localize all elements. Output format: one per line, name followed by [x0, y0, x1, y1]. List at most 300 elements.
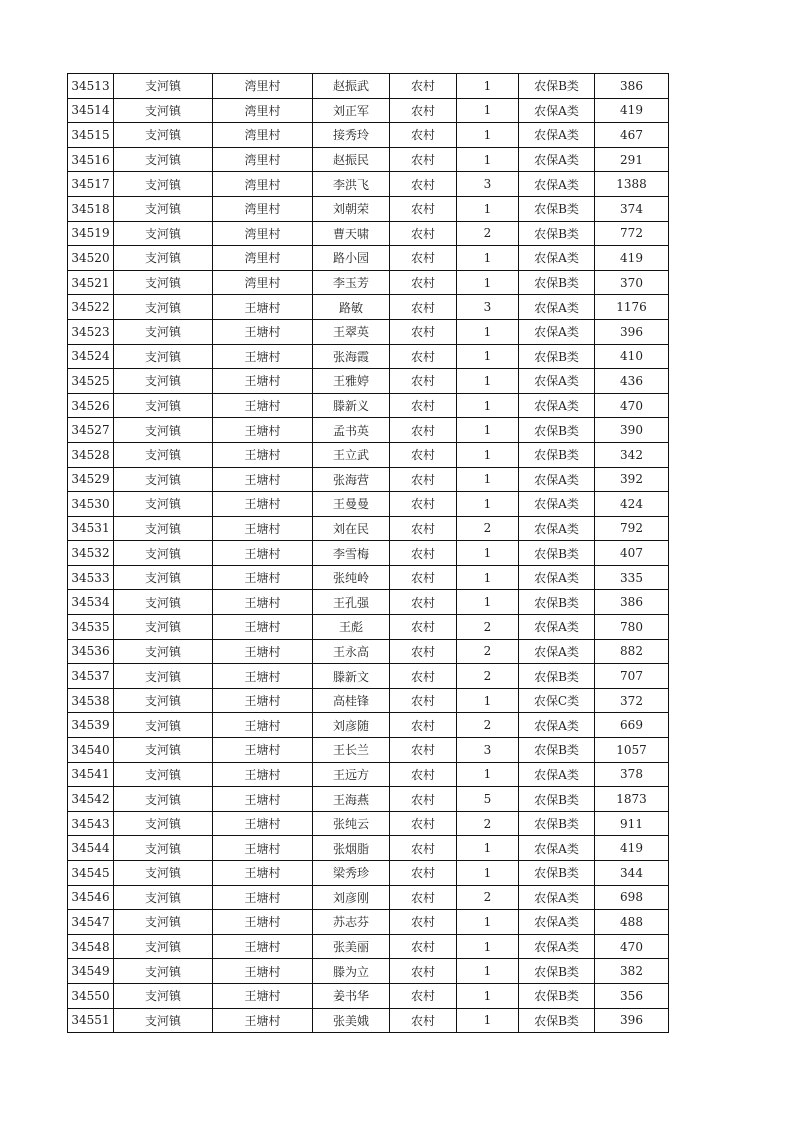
table-row: [68, 590, 669, 615]
town-cell: 支河镇: [114, 369, 213, 394]
type-cell: 农村: [390, 172, 457, 197]
name-cell: 刘在民: [313, 516, 390, 541]
village-cell: 王塘村: [213, 836, 313, 861]
category-cell: 农保A类: [519, 246, 595, 271]
town-cell: 支河镇: [114, 664, 213, 689]
count-cell: 2: [457, 516, 519, 541]
name-cell: 王立武: [313, 442, 390, 467]
table-row: [68, 172, 669, 197]
type-cell: 农村: [390, 147, 457, 172]
town-cell: 支河镇: [114, 172, 213, 197]
id-cell: 34537: [68, 664, 114, 689]
count-cell: 1: [457, 246, 519, 271]
name-cell: 张海营: [313, 467, 390, 492]
amount-cell: 424: [595, 492, 669, 517]
name-cell: 王翠英: [313, 319, 390, 344]
name-cell: 曹天啸: [313, 221, 390, 246]
count-cell: 1: [457, 393, 519, 418]
amount-cell: 291: [595, 147, 669, 172]
amount-cell: 707: [595, 664, 669, 689]
count-cell: 1: [457, 983, 519, 1008]
id-cell: 34520: [68, 246, 114, 271]
village-cell: 湾里村: [213, 221, 313, 246]
count-cell: 1: [457, 270, 519, 295]
amount-cell: 882: [595, 639, 669, 664]
type-cell: 农村: [390, 344, 457, 369]
name-cell: 王海燕: [313, 787, 390, 812]
category-cell: 农保A类: [519, 910, 595, 935]
village-cell: 王塘村: [213, 664, 313, 689]
village-cell: 王塘村: [213, 910, 313, 935]
town-cell: 支河镇: [114, 639, 213, 664]
table-row: [68, 123, 669, 148]
amount-cell: 344: [595, 861, 669, 886]
amount-cell: 669: [595, 713, 669, 738]
amount-cell: 772: [595, 221, 669, 246]
village-cell: 王塘村: [213, 983, 313, 1008]
table-row: [68, 467, 669, 492]
count-cell: 3: [457, 295, 519, 320]
table-row: [68, 934, 669, 959]
amount-cell: 911: [595, 811, 669, 836]
count-cell: 5: [457, 787, 519, 812]
id-cell: 34538: [68, 688, 114, 713]
count-cell: 1: [457, 123, 519, 148]
town-cell: 支河镇: [114, 615, 213, 640]
category-cell: 农保A类: [519, 123, 595, 148]
type-cell: 农村: [390, 688, 457, 713]
category-cell: 农保A类: [519, 172, 595, 197]
amount-cell: 1057: [595, 738, 669, 763]
village-cell: 王塘村: [213, 319, 313, 344]
name-cell: 赵振民: [313, 147, 390, 172]
village-cell: 王塘村: [213, 861, 313, 886]
table-row: [68, 442, 669, 467]
table-row: [68, 565, 669, 590]
category-cell: 农保B类: [519, 74, 595, 99]
village-cell: 王塘村: [213, 762, 313, 787]
count-cell: 1: [457, 1008, 519, 1033]
name-cell: 刘朝荣: [313, 196, 390, 221]
amount-cell: 342: [595, 442, 669, 467]
count-cell: 2: [457, 221, 519, 246]
count-cell: 1: [457, 541, 519, 566]
table-row: [68, 959, 669, 984]
village-cell: 王塘村: [213, 393, 313, 418]
name-cell: 张烟脂: [313, 836, 390, 861]
category-cell: 农保B类: [519, 811, 595, 836]
table-row: [68, 885, 669, 910]
name-cell: 李洪飞: [313, 172, 390, 197]
table-row: [68, 295, 669, 320]
amount-cell: 419: [595, 98, 669, 123]
count-cell: 1: [457, 196, 519, 221]
amount-cell: 419: [595, 836, 669, 861]
id-cell: 34518: [68, 196, 114, 221]
town-cell: 支河镇: [114, 319, 213, 344]
category-cell: 农保A类: [519, 319, 595, 344]
town-cell: 支河镇: [114, 123, 213, 148]
table-row: [68, 74, 669, 99]
type-cell: 农村: [390, 196, 457, 221]
category-cell: 农保B类: [519, 959, 595, 984]
town-cell: 支河镇: [114, 270, 213, 295]
category-cell: 农保A类: [519, 98, 595, 123]
town-cell: 支河镇: [114, 418, 213, 443]
type-cell: 农村: [390, 98, 457, 123]
type-cell: 农村: [390, 713, 457, 738]
village-cell: 湾里村: [213, 147, 313, 172]
amount-cell: 780: [595, 615, 669, 640]
category-cell: 农保A类: [519, 467, 595, 492]
id-cell: 34519: [68, 221, 114, 246]
name-cell: 梁秀珍: [313, 861, 390, 886]
category-cell: 农保A类: [519, 393, 595, 418]
amount-cell: 392: [595, 467, 669, 492]
village-cell: 湾里村: [213, 74, 313, 99]
name-cell: 张纯岭: [313, 565, 390, 590]
category-cell: 农保B类: [519, 344, 595, 369]
name-cell: 孟书英: [313, 418, 390, 443]
id-cell: 34533: [68, 565, 114, 590]
category-cell: 农保B类: [519, 787, 595, 812]
count-cell: 3: [457, 172, 519, 197]
name-cell: 王永高: [313, 639, 390, 664]
table-row: [68, 836, 669, 861]
id-cell: 34547: [68, 910, 114, 935]
table-row: [68, 664, 669, 689]
id-cell: 34540: [68, 738, 114, 763]
table-row: [68, 910, 669, 935]
name-cell: 滕新文: [313, 664, 390, 689]
name-cell: 滕为立: [313, 959, 390, 984]
count-cell: 2: [457, 885, 519, 910]
amount-cell: 470: [595, 934, 669, 959]
category-cell: 农保A类: [519, 885, 595, 910]
amount-cell: 436: [595, 369, 669, 394]
type-cell: 农村: [390, 467, 457, 492]
village-cell: 湾里村: [213, 98, 313, 123]
id-cell: 34516: [68, 147, 114, 172]
count-cell: 1: [457, 910, 519, 935]
table-row: [68, 983, 669, 1008]
category-cell: 农保B类: [519, 196, 595, 221]
count-cell: 1: [457, 565, 519, 590]
category-cell: 农保B类: [519, 738, 595, 763]
amount-cell: 488: [595, 910, 669, 935]
records-table: [67, 73, 669, 1033]
type-cell: 农村: [390, 246, 457, 271]
town-cell: 支河镇: [114, 762, 213, 787]
table-row: [68, 246, 669, 271]
amount-cell: 396: [595, 1008, 669, 1033]
category-cell: 农保B类: [519, 270, 595, 295]
village-cell: 王塘村: [213, 344, 313, 369]
count-cell: 2: [457, 639, 519, 664]
name-cell: 刘正军: [313, 98, 390, 123]
name-cell: 李雪梅: [313, 541, 390, 566]
village-cell: 王塘村: [213, 959, 313, 984]
category-cell: 农保B类: [519, 664, 595, 689]
town-cell: 支河镇: [114, 295, 213, 320]
category-cell: 农保B类: [519, 221, 595, 246]
category-cell: 农保A类: [519, 713, 595, 738]
table-row: [68, 492, 669, 517]
village-cell: 王塘村: [213, 295, 313, 320]
table-row: [68, 639, 669, 664]
name-cell: 王长兰: [313, 738, 390, 763]
amount-cell: 467: [595, 123, 669, 148]
type-cell: 农村: [390, 123, 457, 148]
count-cell: 1: [457, 369, 519, 394]
town-cell: 支河镇: [114, 344, 213, 369]
amount-cell: 407: [595, 541, 669, 566]
type-cell: 农村: [390, 295, 457, 320]
category-cell: 农保B类: [519, 861, 595, 886]
category-cell: 农保B类: [519, 442, 595, 467]
amount-cell: 378: [595, 762, 669, 787]
category-cell: 农保A类: [519, 516, 595, 541]
amount-cell: 390: [595, 418, 669, 443]
count-cell: 1: [457, 688, 519, 713]
id-cell: 34526: [68, 393, 114, 418]
name-cell: 刘彦随: [313, 713, 390, 738]
category-cell: 农保C类: [519, 688, 595, 713]
village-cell: 王塘村: [213, 492, 313, 517]
type-cell: 农村: [390, 418, 457, 443]
town-cell: 支河镇: [114, 246, 213, 271]
village-cell: 王塘村: [213, 688, 313, 713]
table-row: [68, 738, 669, 763]
amount-cell: 792: [595, 516, 669, 541]
village-cell: 王塘村: [213, 590, 313, 615]
category-cell: 农保B类: [519, 983, 595, 1008]
id-cell: 34549: [68, 959, 114, 984]
town-cell: 支河镇: [114, 738, 213, 763]
village-cell: 湾里村: [213, 172, 313, 197]
town-cell: 支河镇: [114, 1008, 213, 1033]
type-cell: 农村: [390, 541, 457, 566]
amount-cell: 1388: [595, 172, 669, 197]
name-cell: 路敏: [313, 295, 390, 320]
amount-cell: 335: [595, 565, 669, 590]
town-cell: 支河镇: [114, 811, 213, 836]
id-cell: 34539: [68, 713, 114, 738]
type-cell: 农村: [390, 787, 457, 812]
town-cell: 支河镇: [114, 861, 213, 886]
town-cell: 支河镇: [114, 196, 213, 221]
count-cell: 1: [457, 319, 519, 344]
type-cell: 农村: [390, 910, 457, 935]
town-cell: 支河镇: [114, 393, 213, 418]
count-cell: 1: [457, 418, 519, 443]
table-row: [68, 418, 669, 443]
town-cell: 支河镇: [114, 467, 213, 492]
type-cell: 农村: [390, 861, 457, 886]
id-cell: 34525: [68, 369, 114, 394]
type-cell: 农村: [390, 221, 457, 246]
id-cell: 34529: [68, 467, 114, 492]
table-row: [68, 516, 669, 541]
count-cell: 1: [457, 836, 519, 861]
amount-cell: 386: [595, 590, 669, 615]
table-row: [68, 98, 669, 123]
category-cell: 农保A类: [519, 934, 595, 959]
id-cell: 34550: [68, 983, 114, 1008]
id-cell: 34534: [68, 590, 114, 615]
table-row: [68, 1008, 669, 1033]
amount-cell: 382: [595, 959, 669, 984]
count-cell: 1: [457, 147, 519, 172]
village-cell: 王塘村: [213, 713, 313, 738]
amount-cell: 419: [595, 246, 669, 271]
amount-cell: 1873: [595, 787, 669, 812]
type-cell: 农村: [390, 615, 457, 640]
amount-cell: 356: [595, 983, 669, 1008]
category-cell: 农保A类: [519, 147, 595, 172]
village-cell: 王塘村: [213, 516, 313, 541]
id-cell: 34548: [68, 934, 114, 959]
village-cell: 王塘村: [213, 639, 313, 664]
id-cell: 34532: [68, 541, 114, 566]
id-cell: 34535: [68, 615, 114, 640]
id-cell: 34524: [68, 344, 114, 369]
category-cell: 农保A类: [519, 836, 595, 861]
id-cell: 34545: [68, 861, 114, 886]
name-cell: 高桂锋: [313, 688, 390, 713]
type-cell: 农村: [390, 369, 457, 394]
count-cell: 2: [457, 811, 519, 836]
type-cell: 农村: [390, 319, 457, 344]
count-cell: 1: [457, 934, 519, 959]
town-cell: 支河镇: [114, 98, 213, 123]
table-row: [68, 787, 669, 812]
table-row: [68, 861, 669, 886]
count-cell: 3: [457, 738, 519, 763]
town-cell: 支河镇: [114, 221, 213, 246]
table-row: [68, 270, 669, 295]
town-cell: 支河镇: [114, 713, 213, 738]
count-cell: 2: [457, 713, 519, 738]
category-cell: 农保A类: [519, 295, 595, 320]
village-cell: 王塘村: [213, 934, 313, 959]
name-cell: 王彪: [313, 615, 390, 640]
town-cell: 支河镇: [114, 885, 213, 910]
amount-cell: 1176: [595, 295, 669, 320]
category-cell: 农保B类: [519, 541, 595, 566]
town-cell: 支河镇: [114, 787, 213, 812]
table-row: [68, 369, 669, 394]
name-cell: 滕新义: [313, 393, 390, 418]
name-cell: 赵振武: [313, 74, 390, 99]
name-cell: 刘彦刚: [313, 885, 390, 910]
village-cell: 王塘村: [213, 565, 313, 590]
count-cell: 1: [457, 344, 519, 369]
amount-cell: 698: [595, 885, 669, 910]
category-cell: 农保A类: [519, 615, 595, 640]
town-cell: 支河镇: [114, 910, 213, 935]
type-cell: 农村: [390, 516, 457, 541]
id-cell: 34522: [68, 295, 114, 320]
type-cell: 农村: [390, 74, 457, 99]
village-cell: 湾里村: [213, 270, 313, 295]
type-cell: 农村: [390, 664, 457, 689]
name-cell: 张美娥: [313, 1008, 390, 1033]
name-cell: 张美丽: [313, 934, 390, 959]
id-cell: 34514: [68, 98, 114, 123]
town-cell: 支河镇: [114, 74, 213, 99]
type-cell: 农村: [390, 885, 457, 910]
id-cell: 34513: [68, 74, 114, 99]
name-cell: 张纯云: [313, 811, 390, 836]
category-cell: 农保A类: [519, 565, 595, 590]
type-cell: 农村: [390, 738, 457, 763]
village-cell: 湾里村: [213, 123, 313, 148]
id-cell: 34528: [68, 442, 114, 467]
amount-cell: 470: [595, 393, 669, 418]
town-cell: 支河镇: [114, 959, 213, 984]
count-cell: 1: [457, 959, 519, 984]
village-cell: 王塘村: [213, 541, 313, 566]
town-cell: 支河镇: [114, 147, 213, 172]
id-cell: 34546: [68, 885, 114, 910]
id-cell: 34515: [68, 123, 114, 148]
count-cell: 1: [457, 590, 519, 615]
name-cell: 张海霞: [313, 344, 390, 369]
type-cell: 农村: [390, 983, 457, 1008]
count-cell: 2: [457, 615, 519, 640]
table-row: [68, 196, 669, 221]
count-cell: 1: [457, 442, 519, 467]
name-cell: 李玉芳: [313, 270, 390, 295]
village-cell: 王塘村: [213, 442, 313, 467]
name-cell: 路小园: [313, 246, 390, 271]
village-cell: 湾里村: [213, 246, 313, 271]
id-cell: 34530: [68, 492, 114, 517]
amount-cell: 410: [595, 344, 669, 369]
type-cell: 农村: [390, 811, 457, 836]
table-row: [68, 811, 669, 836]
type-cell: 农村: [390, 762, 457, 787]
count-cell: 1: [457, 861, 519, 886]
village-cell: 王塘村: [213, 738, 313, 763]
table-body: [68, 74, 669, 1033]
type-cell: 农村: [390, 590, 457, 615]
name-cell: 姜书华: [313, 983, 390, 1008]
town-cell: 支河镇: [114, 688, 213, 713]
id-cell: 34527: [68, 418, 114, 443]
type-cell: 农村: [390, 836, 457, 861]
table-row: [68, 393, 669, 418]
type-cell: 农村: [390, 393, 457, 418]
count-cell: 1: [457, 492, 519, 517]
table-row: [68, 541, 669, 566]
town-cell: 支河镇: [114, 516, 213, 541]
type-cell: 农村: [390, 565, 457, 590]
type-cell: 农村: [390, 934, 457, 959]
amount-cell: 386: [595, 74, 669, 99]
name-cell: 王曼曼: [313, 492, 390, 517]
id-cell: 34551: [68, 1008, 114, 1033]
amount-cell: 372: [595, 688, 669, 713]
id-cell: 34542: [68, 787, 114, 812]
id-cell: 34543: [68, 811, 114, 836]
id-cell: 34521: [68, 270, 114, 295]
id-cell: 34544: [68, 836, 114, 861]
town-cell: 支河镇: [114, 541, 213, 566]
category-cell: 农保A类: [519, 762, 595, 787]
table-row: [68, 762, 669, 787]
